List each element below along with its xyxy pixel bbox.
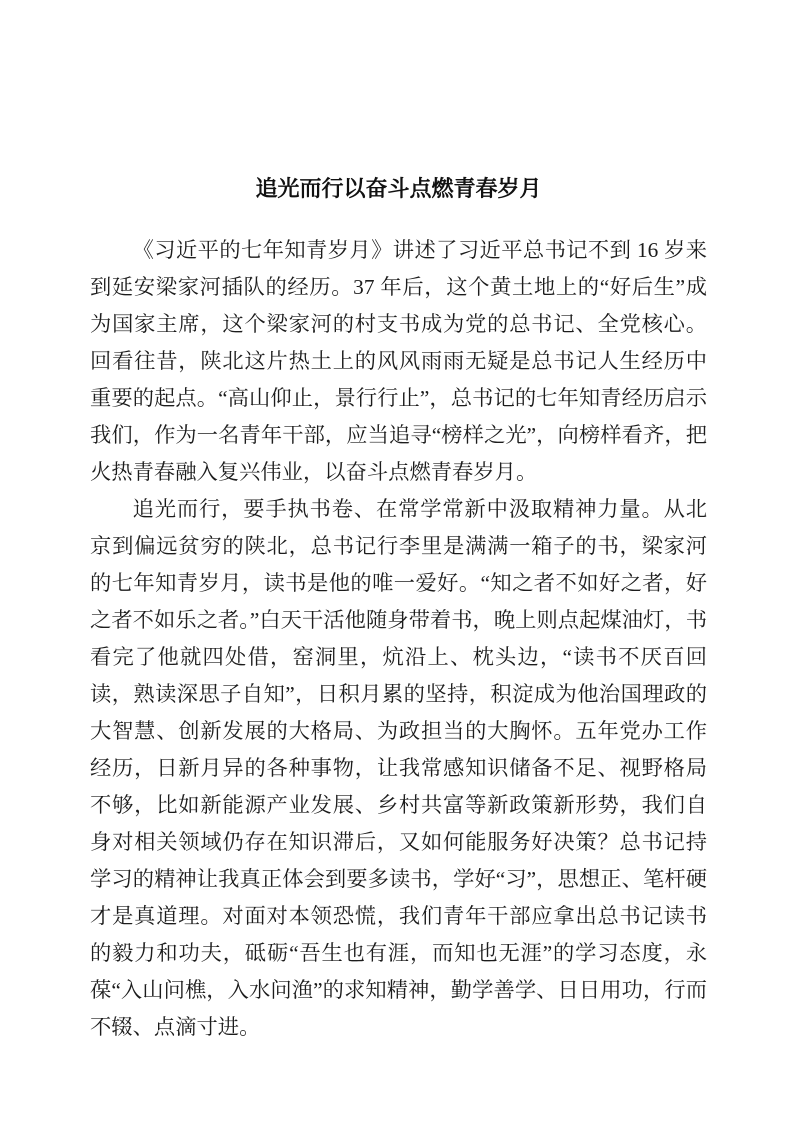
paragraph-2: 追光而行，要手执书卷、在常学常新中汲取精神力量。从北京到偏远贫穷的陕北，总书记行李里是满满一箱子的书，梁家河的七年知青岁月，读书是他的唯一爱好。“知之者不如好之者，好之者不如乐之者。”白天干活他随身带着书，晚上则点起煤油灯，书看完了他就四处借，窑洞里，炕沿上、枕头边，“读书不厌百回读，熟读深思子自知”，日积月累的坚持，积淀成为他治国理政的大智慧、创新发展的大格局、为政担当的大胸怀。五年党办工作经历，日新月异的各种事物，让我常感知识储备不足、视野格局不够，比如新能源产业发展、乡村共富等新政策新形势，我们自身对相关领域仍存在知识滞后，又如何能服务好决策？总书记持学习的精神让我真正体会到要多读书，学好“习”，思想正、笔杆硬才是真道理。对面对本领恐慌，我们青年干部应拿出总书记读书的毅力和功夫，砥砺“吾生也有涯，而知也无涯”的学习态度，永葆“入山问樵，入水问渔”的求知精神，勤学善学、日日用功，行而不辍、点滴寸进。 bbox=[90, 497, 707, 1039]
document-content bbox=[90, 170, 707, 1046]
document-title: 追光而行以奋斗点燃青春岁月 bbox=[255, 176, 542, 201]
paragraph-1: 《习近平的七年知青岁月》讲述了习近平总书记不到 16 岁来到延安梁家河插队的经历。37 年后，这个黄土地上的“好后生”成为国家主席，这个梁家河的村支书成为党的总书记、全党核心。回看往昔，陕北这片热土上的风风雨雨无疑是总书记人生经历中重要的起点。“高山仰止，景行行止”，总书记的七年知青经历启示我们，作为一名青年干部，应当追寻“榜样之光”，向榜样看齐，把火热青春融入复兴伟业，以奋斗点燃青春岁月。 bbox=[90, 238, 707, 484]
